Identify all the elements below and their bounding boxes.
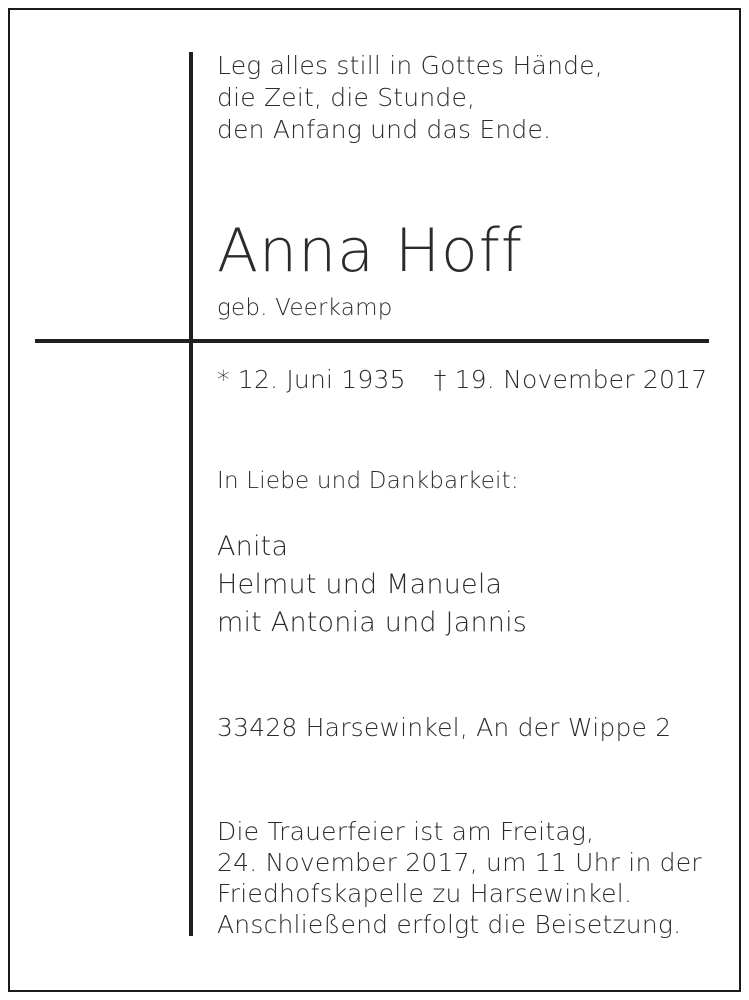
verse-block — [217, 50, 603, 146]
funeral-info — [217, 816, 702, 940]
death-date: † 19. November 2017 — [433, 365, 708, 394]
deceased-name: Anna Hoff — [217, 216, 524, 286]
mourner-name: Helmut und Manuela — [217, 569, 503, 600]
mourner-name: mit Antonia und Jannis — [217, 607, 528, 638]
funeral-line: Die Trauerfeier ist am Freitag, — [217, 817, 595, 846]
funeral-line: Friedhofskapelle zu Harsewinkel. — [217, 879, 633, 908]
birth-date: * 12. Juni 1935 — [217, 365, 406, 394]
cross-vertical-bar — [189, 52, 193, 936]
verse-line: den Anfang und das Ende. — [217, 115, 552, 144]
mourner-name: Anita — [217, 531, 289, 562]
mourner-address: 33428 Harsewinkel, An der Wippe 2 — [217, 713, 672, 742]
birth-name: geb. Veerkamp — [217, 295, 393, 321]
verse-line: die Zeit, die Stunde, — [217, 83, 476, 112]
funeral-line: 24. November 2017, um 11 Uhr in der — [217, 848, 702, 877]
mourners-list — [217, 528, 527, 642]
funeral-line: Anschließend erfolgt die Beisetzung. — [217, 910, 682, 939]
life-dates — [217, 364, 707, 396]
mourners-intro: In Liebe und Dankbarkeit: — [217, 468, 519, 494]
cross-horizontal-bar — [35, 339, 709, 343]
verse-line: Leg alles still in Gottes Hände, — [217, 51, 603, 80]
